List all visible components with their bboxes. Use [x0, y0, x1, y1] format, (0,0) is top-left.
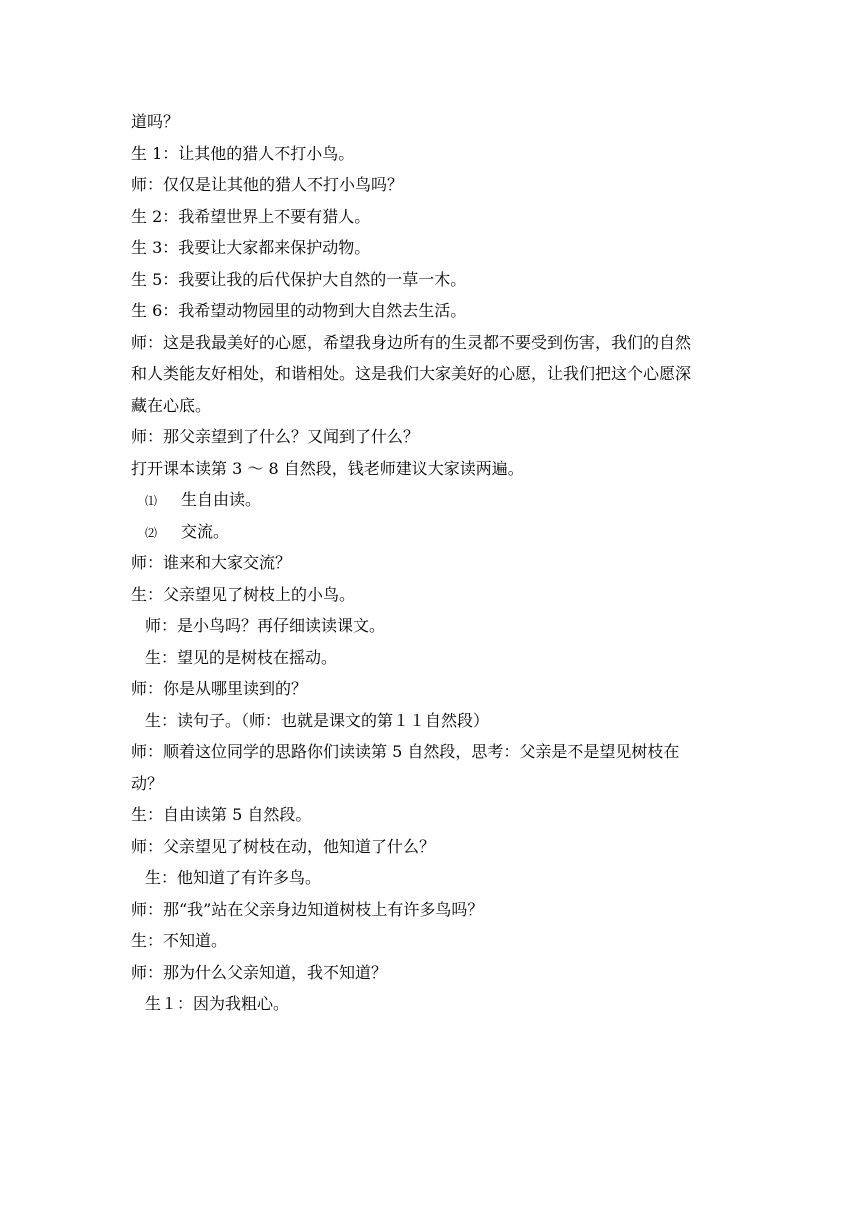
- text-line: 师：这是我最美好的心愿，希望我身边所有的生灵都不要受到伤害，我们的自然: [131, 332, 692, 352]
- text-line: 师：那为什么父亲知道，我不知道？: [131, 962, 388, 982]
- text-line: 道吗？: [131, 112, 180, 131]
- text-line: 生：父亲望见了树枝上的小鸟。: [131, 584, 356, 604]
- text-line: 师：那“我”站在父亲身边知道树枝上有许多鸟吗？: [131, 899, 484, 919]
- text-line: 生：望见的是树枝在摇动。: [145, 647, 338, 667]
- text-line: 师：是小鸟吗？再仔细读读课文。: [145, 616, 386, 635]
- list-item: [131, 484, 731, 516]
- text-line: 师：那父亲望到了什么？又闻到了什么？: [131, 427, 420, 446]
- text-line: 师：仅仅是让其他的猎人不打小鸟吗？: [131, 175, 404, 194]
- text-line: 生：读句子。（师：也就是课文的第１１自然段）: [145, 710, 490, 730]
- list-item-text: 生自由读。: [181, 490, 262, 509]
- list-item: [131, 516, 731, 548]
- text-line: 生 1：让其他的猎人不打小鸟。: [131, 143, 355, 163]
- text-line: 生 2：我希望世界上不要有猎人。: [131, 206, 371, 226]
- text-line: 生 6：我希望动物园里的动物到大自然去生活。: [131, 301, 467, 320]
- list-marker: ⑴: [145, 494, 158, 508]
- document-body: [131, 106, 731, 1020]
- text-line: 和人类能友好相处，和谐相处。这是我们大家美好的心愿，让我们把这个心愿深: [131, 364, 692, 383]
- text-line: 生 5：我要让我的后代保护大自然的一草一木。: [131, 269, 467, 289]
- list-item-text: 交流。: [181, 521, 230, 541]
- text-line: 生：自由读第 5 自然段。: [131, 805, 312, 824]
- list-marker: ⑵: [145, 525, 158, 540]
- text-line: 动？: [131, 773, 164, 793]
- text-line: 师：顺着这位同学的思路你们读读第 5 自然段，思考：父亲是不是望见树枝在: [131, 742, 680, 761]
- text-line: 生：他知道了有许多鸟。: [145, 868, 322, 887]
- text-line: 生 3：我要让大家都来保护动物。: [131, 238, 371, 257]
- text-line: 师：谁来和大家交流？: [131, 553, 292, 572]
- text-line: 生：不知道。: [131, 931, 228, 950]
- text-line: 打开课本读第 3 ～ 8 自然段，钱老师建议大家读两遍。: [131, 458, 524, 478]
- text-line: 藏在心底。: [131, 395, 212, 415]
- text-line: 生１：因为我粗心。: [145, 994, 290, 1013]
- text-line: 师：你是从哪里读到的？: [131, 679, 308, 698]
- text-line: 师：父亲望见了树枝在动，他知道了什么？: [131, 836, 436, 856]
